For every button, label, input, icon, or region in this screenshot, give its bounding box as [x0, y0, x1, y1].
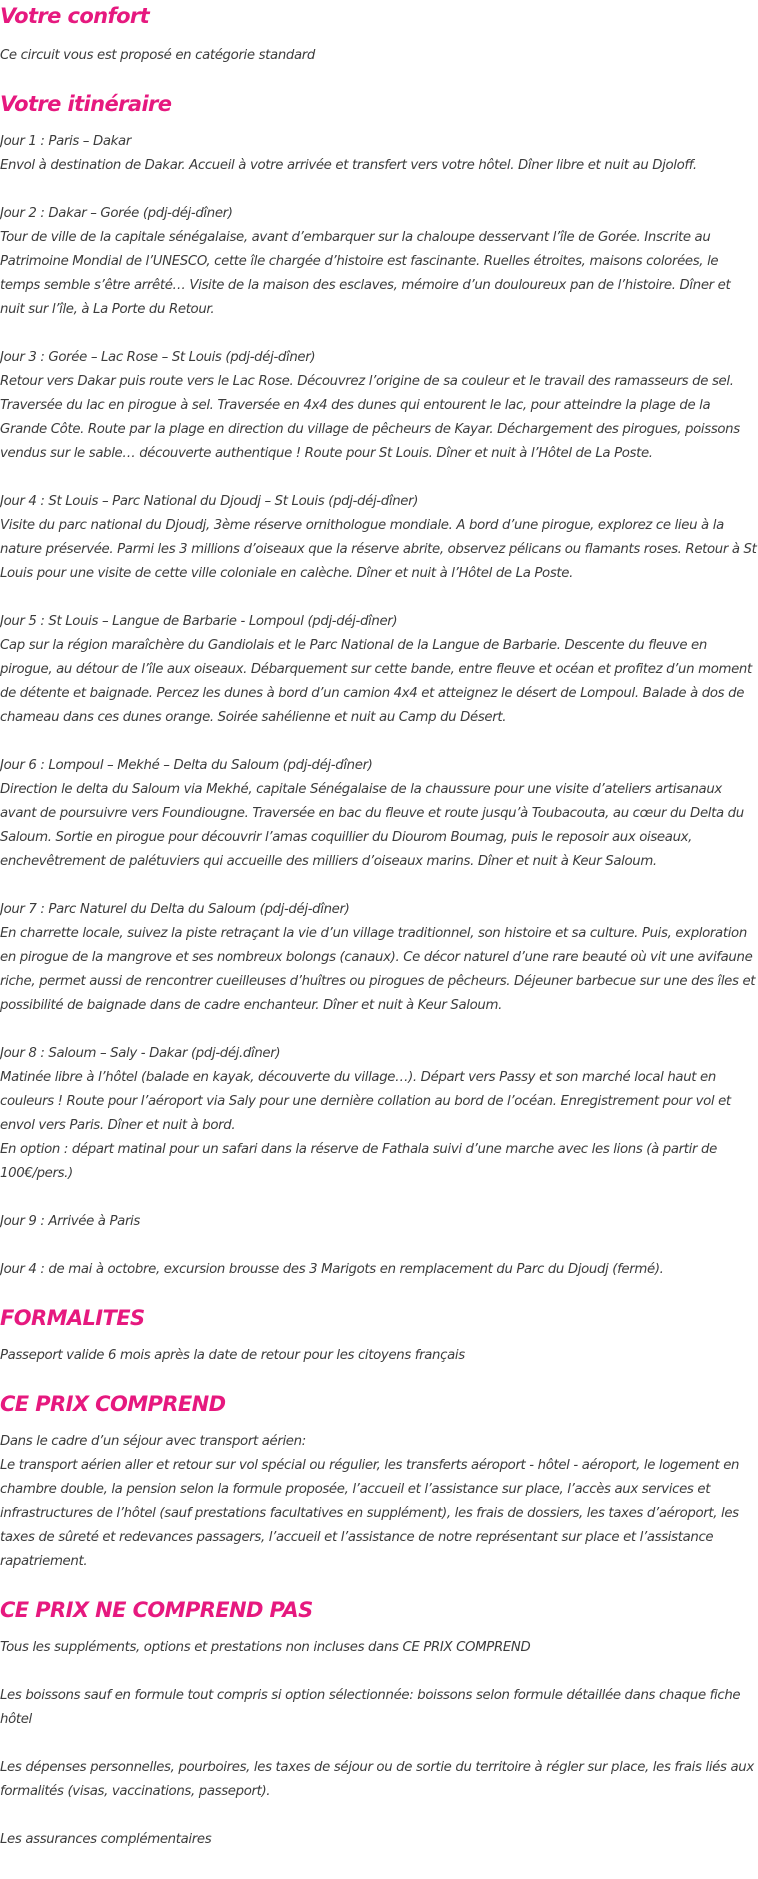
- itineraire-note: [0, 1258, 758, 1282]
- day-heading: Jour 3 : Gorée – Lac Rose – St Louis (pdj-déj-dîner): [0, 350, 316, 365]
- day-text: Retour vers Dakar puis route vers le Lac Rose. Découvrez l’origine de sa couleur et le travail des ramasseurs de sel. Traversée du lac en pirogue à sel. Traversée en 4x4 des dunes qui entourent le lac, pour atteindre la plage de la Grande Côte. Route par la plage en direction du village de pêcheurs de Kayar. Déchargement des pirogues, poissons vendus sur le sable… découverte authentique ! Route pour St Louis. Dîner et nuit à l’Hôtel de La Poste.: [0, 374, 740, 461]
- day-heading: Jour 1 : Paris – Dakar: [0, 134, 131, 149]
- day-9: [0, 1210, 758, 1234]
- ne-comprend-pas-title: CE PRIX NE COMPREND PAS: [0, 1598, 313, 1622]
- day-8: [0, 1042, 758, 1186]
- itineraire-title: Votre itinéraire: [0, 92, 172, 116]
- day-5: [0, 610, 758, 730]
- itineraire-list: [0, 130, 758, 1282]
- day-4: [0, 490, 758, 586]
- day-text: Matinée libre à l’hôtel (balade en kayak, découverte du village…). Départ vers Passy et son marché local haut en couleurs ! Route pour l’aéroport via Saly pour une dernière collation au bord de l’océan. Enregistrement pour vol et envol vers Paris. Dîner et nuit à bord.: [0, 1070, 731, 1133]
- day-heading: Jour 5 : St Louis – Langue de Barbarie - Lompoul (pdj-déj-dîner): [0, 614, 398, 629]
- day-option: En option : départ matinal pour un safari dans la réserve de Fathala suivi d’une marche avec les lions (à partir de 100€/pers.): [0, 1142, 717, 1181]
- day-2: [0, 202, 758, 322]
- day-6: [0, 754, 758, 874]
- day-text: Visite du parc national du Djoudj, 3ème réserve ornithologue mondiale. A bord d’une pirogue, explorez ce lieu à la nature préservée. Parmi les 3 millions d’oiseaux que la réserve abrite, observez pélicans ou flamants roses. Retour à St Louis pour une visite de cette ville coloniale en calèche. Dîner et nuit à l’Hôtel de La Poste.: [0, 518, 757, 581]
- list-item: Les boissons sauf en formule tout compris si option sélectionnée: boissons selon formule détaillée dans chaque fiche hôtel: [0, 1688, 741, 1727]
- day-heading: Jour 4 : St Louis – Parc National du Djoudj – St Louis (pdj-déj-dîner): [0, 494, 419, 509]
- day-text: Envol à destination de Dakar. Accueil à votre arrivée et transfert vers votre hôtel. Dîner libre et nuit au Djoloff.: [0, 158, 697, 173]
- comprend-text: Le transport aérien aller et retour sur vol spécial ou régulier, les transferts aéroport - hôtel - aéroport, le logement en chambre double, la pension selon la formule proposée, l’accueil et l’assistance sur place, l’accès aux services et infrastructures de l’hôtel (sauf prestations facultatives en supplément), les frais de dossiers, les taxes d’aéroport, les taxes de sûreté et redevances passagers, l’accueil et l’assistance de notre représentant sur place et l’assistance rapatriement.: [0, 1458, 740, 1569]
- list-item: Les assurances complémentaires: [0, 1832, 212, 1847]
- note-text: Jour 4 : de mai à octobre, excursion brousse des 3 Marigots en remplacement du Parc du Djoudj (fermé).: [0, 1262, 664, 1277]
- ne-comprend-pas-list: [0, 1636, 758, 1852]
- day-text: Tour de ville de la capitale sénégalaise, avant d’embarquer sur la chaloupe desservant l’île de Gorée. Inscrite au Patrimoine Mondial de l’UNESCO, cette île chargée d’histoire est fascinante. Ruelles étroites, maisons colorées, le temps semble s’être arrêté… Visite de la maison des esclaves, mémoire d’un douloureux pan de l’histoire. Dîner et nuit sur l’île, à La Porte du Retour.: [0, 230, 731, 317]
- day-1: [0, 130, 758, 178]
- list-item: Tous les suppléments, options et prestations non incluses dans CE PRIX COMPREND: [0, 1640, 531, 1655]
- day-3: [0, 346, 758, 466]
- day-text: Cap sur la région maraîchère du Gandiolais et le Parc National de la Langue de Barbarie. Descente du fleuve en pirogue, au détour de l’île aux oiseaux. Débarquement sur cette bande, entre fleuve et océan et profitez d’un moment de détente et baignade. Percez les dunes à bord d’un camion 4x4 et atteignez le désert de Lompoul. Balade à dos de chameau dans ces dunes orange. Soirée sahélienne et nuit au Camp du Désert.: [0, 638, 752, 725]
- list-item: Les dépenses personnelles, pourboires, les taxes de séjour ou de sortie du territoire à régler sur place, les frais liés aux formalités (visas, vaccinations, passeport).: [0, 1760, 754, 1799]
- confort-text: Ce circuit vous est proposé en catégorie standard: [0, 48, 316, 63]
- day-text: Direction le delta du Saloum via Mekhé, capitale Sénégalaise de la chaussure pour une visite d’ateliers artisanaux avant de poursuivre vers Foundiougne. Traversée en bac du fleuve et route jusqu’à Toubacouta, au cœur du Delta du Saloum. Sortie en pirogue pour découvrir l’amas coquillier du Diourom Boumag, puis le reposoir aux oiseaux, enchevêtrement de palétuviers qui accueille des milliers d’oiseaux marins. Dîner et nuit à Keur Saloum.: [0, 782, 744, 869]
- comprend-title: CE PRIX COMPREND: [0, 1392, 226, 1416]
- day-heading: Jour 6 : Lompoul – Mekhé – Delta du Saloum (pdj-déj-dîner): [0, 758, 373, 773]
- page-content: [0, 2, 758, 1852]
- day-heading: Jour 2 : Dakar – Gorée (pdj-déj-dîner): [0, 206, 233, 221]
- day-text: En charrette locale, suivez la piste retraçant la vie d’un village traditionnel, son histoire et sa culture. Puis, exploration en pirogue de la mangrove et ses nombreux bolongs (canaux). Ce décor naturel d’une rare beauté où vit une avifaune riche, permet aussi de rencontrer cueilleuses d’huîtres ou pirogues de pêcheurs. Déjeuner barbecue sur une des îles et possibilité de baignade dans de cadre enchanteur. Dîner et nuit à Keur Saloum.: [0, 926, 756, 1013]
- comprend-intro: Dans le cadre d’un séjour avec transport aérien:: [0, 1434, 306, 1449]
- confort-title: Votre confort: [0, 4, 150, 28]
- day-heading: Jour 7 : Parc Naturel du Delta du Saloum (pdj-déj-dîner): [0, 902, 350, 917]
- day-heading: Jour 8 : Saloum – Saly - Dakar (pdj-déj.dîner): [0, 1046, 281, 1061]
- formalites-title: FORMALITES: [0, 1306, 145, 1330]
- day-heading: Jour 9 : Arrivée à Paris: [0, 1214, 140, 1229]
- day-7: [0, 898, 758, 1018]
- comprend-body: [0, 1430, 758, 1574]
- formalites-text: Passeport valide 6 mois après la date de retour pour les citoyens français: [0, 1348, 465, 1363]
